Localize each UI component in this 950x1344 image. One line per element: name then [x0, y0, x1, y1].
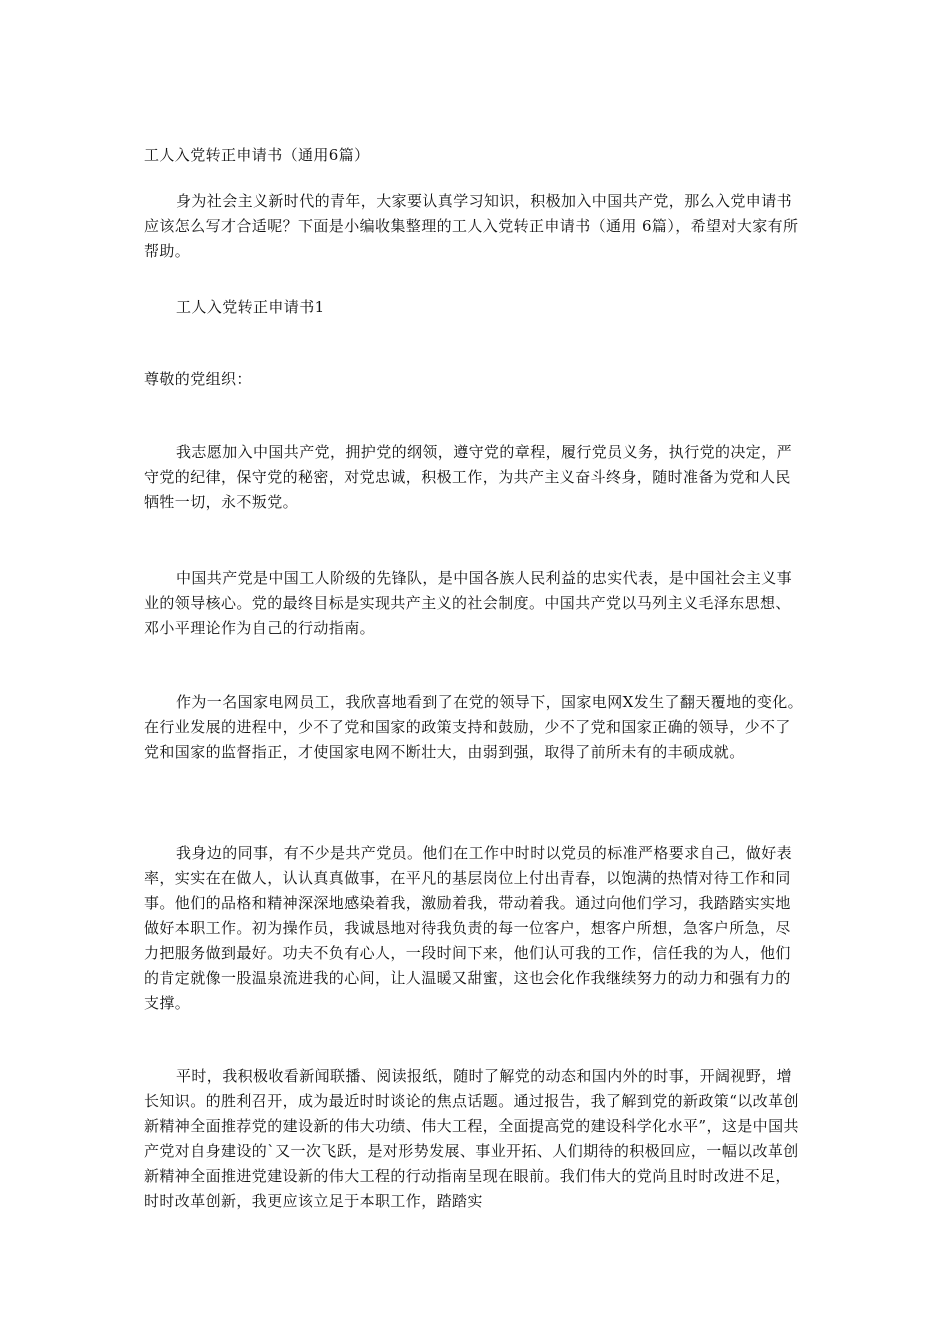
body-paragraph-4: 我身边的同事，有不少是共产党员。他们在工作中时时以党员的标准严格要求自己，做好表率，实实在在做人，认认真真做事，在平凡的基层岗位上付出青春，以饱满的热情对待工作和同事。他们的品格和精神深深地感染着我，激励着我，带动着我。通过向他们学习，我踏踏实实地做好本职工作。初为操作员，我诚恳地对待我负责的每一位客户，想客户所想，急客户所急，尽力把服务做到最好。功夫不负有心人，一段时间下来，他们认可我的工作，信任我的为人，他们的肯定就像一股温泉流进我的心间，让人温暖又甜蜜，这也会化作我继续努力的动力和强有力的支撑。 [144, 844, 793, 1012]
intro-paragraph: 身为社会主义新时代的青年，大家要认真学习知识，积极加入中国共产党，那么入党申请书应该怎么写才合适呢？下面是小编收集整理的工人入党转正申请书（通用 6篇），希望对大家有所帮助。 [144, 192, 799, 260]
body-paragraph-1: 我志愿加入中国共产党，拥护党的纲领，遵守党的章程，履行党员义务，执行党的决定，严守党的纪律，保守党的秘密，对党忠诚，积极工作，为共产主义奋斗终身，随时准备为党和人民牺牲一切，永不叛党。 [144, 443, 793, 511]
section-heading: 工人入党转正申请书1 [176, 298, 325, 316]
document-title: 工人入党转正申请书（通用6篇） [144, 146, 370, 164]
body-paragraph-3: 作为一名国家电网员工，我欣喜地看到了在党的领导下，国家电网X发生了翻天覆地的变化。在行业发展的进程中，少不了党和国家的政策支持和鼓励，少不了党和国家正确的领导，少不了党和国家的监督指正，才使国家电网不断壮大，由弱到强，取得了前所未有的丰硕成就。 [144, 693, 804, 761]
body-paragraph-5: 平时，我积极收看新闻联播、阅读报纸，随时了解党的动态和国内外的时事，开阔视野，增长知识。的胜利召开，成为最近时时谈论的焦点话题。通过报告，我了解到党的新政策“以改革创新精神全面推荐党的建设新的伟大功绩、伟大工程，全面提高党的建设科学化水平”，这是中国共产党对自身建设的`又一次飞跃，是对形势发展、事业开拓、人们期待的积极回应，一幅以改革创新精神全面推进党建设新的伟大工程的行动指南呈现在眼前。我们伟大的党尚且时时改进不足，时时改革创新，我更应该立足于本职工作，踏踏实 [144, 1067, 799, 1210]
salutation: 尊敬的党组织： [144, 370, 252, 388]
body-paragraph-2: 中国共产党是中国工人阶级的先锋队，是中国各族人民利益的忠实代表，是中国社会主义事业的领导核心。党的最终目标是实现共产主义的社会制度。中国共产党以马列主义毛泽东思想、邓小平理论作为自己的行动指南。 [144, 569, 793, 637]
